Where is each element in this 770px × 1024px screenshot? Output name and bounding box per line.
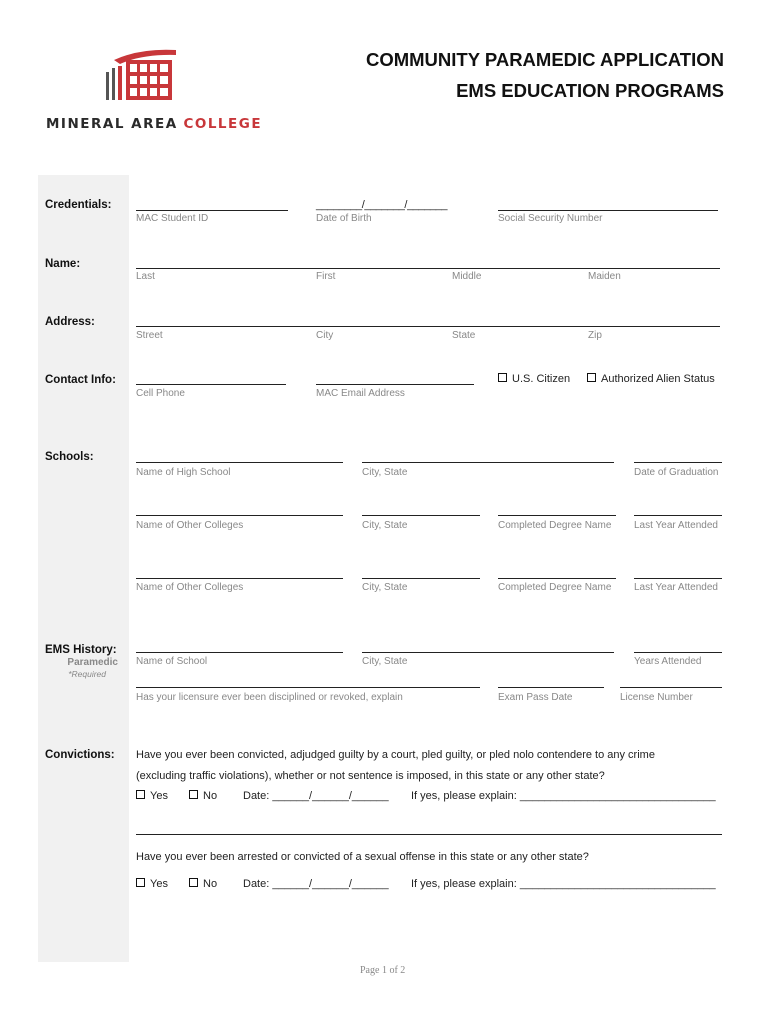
offense-no-checkbox[interactable] — [189, 878, 198, 887]
offense-date-field[interactable]: Date: ______/______/______ — [243, 878, 389, 890]
ems-school-field[interactable] — [136, 652, 343, 653]
other-college-2-degree-field[interactable] — [498, 578, 616, 579]
ssn-field[interactable] — [498, 210, 718, 211]
address-field[interactable] — [136, 326, 720, 327]
license-number-field[interactable] — [620, 687, 722, 688]
label-convictions-text: Convictions: — [45, 749, 115, 761]
college-logo — [44, 46, 263, 136]
first-name-caption: First — [316, 271, 336, 282]
email-caption: MAC Email Address — [316, 388, 405, 399]
other-college-2-field[interactable] — [136, 578, 343, 579]
college-name-secondary: COLLEGE — [183, 116, 263, 132]
us-citizen-option[interactable] — [498, 373, 570, 385]
other-college-2-degree-caption: Completed Degree Name — [498, 582, 612, 593]
cell-phone-caption: Cell Phone — [136, 388, 185, 399]
student-id-field[interactable] — [136, 210, 288, 211]
conviction-explain-line[interactable] — [136, 834, 722, 835]
conviction-question-1b: (excluding traffic violations), whether or not sentence is imposed, in this state or any other state? — [136, 770, 605, 782]
conviction-explain-field[interactable]: If yes, please explain: ________________________________ — [411, 790, 716, 802]
other-college-1-year-caption: Last Year Attended — [634, 520, 718, 531]
exam-date-field[interactable] — [498, 687, 604, 688]
us-citizen-checkbox[interactable] — [498, 373, 507, 382]
name-field[interactable] — [136, 268, 720, 269]
label-contact: Contact Info: — [45, 374, 116, 386]
ems-years-caption: Years Attended — [634, 656, 702, 667]
high-school-city-field[interactable] — [362, 462, 614, 463]
ems-years-field[interactable] — [634, 652, 722, 653]
middle-name-caption: Middle — [452, 271, 482, 282]
conviction-no-option[interactable] — [189, 790, 217, 802]
graduation-date-caption: Date of Graduation — [634, 467, 719, 478]
label-paramedic: Paramedic — [67, 657, 118, 668]
label-ems-history: EMS History: — [45, 644, 117, 656]
conviction-yes-option[interactable] — [136, 790, 168, 802]
other-college-2-caption: Name of Other Colleges — [136, 582, 244, 593]
high-school-city-caption: City, State — [362, 467, 408, 478]
college-name-primary: MINERAL AREA — [46, 116, 178, 132]
offense-no-label: No — [203, 878, 218, 890]
college-name — [46, 116, 262, 132]
zip-caption: Zip — [588, 330, 602, 341]
building-logo-icon — [100, 46, 180, 108]
license-number-caption: License Number — [620, 692, 693, 703]
page-number: Page 1 of 2 — [360, 965, 406, 976]
state-caption: State — [452, 330, 476, 341]
high-school-caption: Name of High School — [136, 467, 231, 478]
alien-status-checkbox[interactable] — [587, 373, 596, 382]
dob-caption: Date of Birth — [316, 213, 372, 224]
discipline-field[interactable] — [136, 687, 480, 688]
offense-no-option[interactable] — [189, 878, 217, 890]
other-college-1-degree-field[interactable] — [498, 515, 616, 516]
ems-city-caption: City, State — [362, 656, 408, 667]
other-college-1-caption: Name of Other Colleges — [136, 520, 244, 531]
other-college-1-degree-caption: Completed Degree Name — [498, 520, 612, 531]
street-caption: Street — [136, 330, 163, 341]
conviction-yes-label: Yes — [150, 790, 168, 802]
offense-yes-option[interactable] — [136, 878, 168, 890]
discipline-caption: Has your licensure ever been disciplined or revoked, explain — [136, 692, 403, 703]
conviction-no-label: No — [203, 790, 218, 802]
ems-city-field[interactable] — [362, 652, 614, 653]
ssn-caption: Social Security Number — [498, 213, 603, 224]
alien-status-label: Authorized Alien Status — [601, 373, 715, 385]
label-name: Name: — [45, 258, 81, 270]
conviction-date-field[interactable]: Date: ______/______/______ — [243, 790, 389, 802]
maiden-name-caption: Maiden — [588, 271, 621, 282]
student-id-caption: MAC Student ID — [136, 213, 209, 224]
conviction-no-checkbox[interactable] — [189, 790, 198, 799]
city-caption: City — [316, 330, 334, 341]
other-college-1-city-caption: City, State — [362, 520, 408, 531]
other-college-2-city-caption: City, State — [362, 582, 408, 593]
cell-phone-field[interactable] — [136, 384, 286, 385]
other-college-2-city-field[interactable] — [362, 578, 480, 579]
other-college-1-field[interactable] — [136, 515, 343, 516]
exam-date-caption: Exam Pass Date — [498, 692, 573, 703]
label-required: *Required — [68, 669, 106, 679]
offense-yes-label: Yes — [150, 878, 168, 890]
label-convictions — [45, 749, 115, 761]
label-schools: Schools: — [45, 451, 94, 463]
offense-explain-field[interactable]: If yes, please explain: ________________________________ — [411, 878, 716, 890]
other-college-2-year-field[interactable] — [634, 578, 722, 579]
last-name-caption: Last — [136, 271, 155, 282]
label-credentials: Credentials: — [45, 199, 112, 211]
conviction-yes-checkbox[interactable] — [136, 790, 145, 799]
graduation-date-field[interactable] — [634, 462, 722, 463]
conviction-question-1a: Have you ever been convicted, adjudged guilty by a court, pled guilty, or pled nolo contendere to any crime — [136, 749, 655, 761]
section-sidebar — [38, 175, 129, 962]
label-address: Address: — [45, 316, 95, 328]
dob-field[interactable]: ________/_______/_______ — [316, 199, 448, 211]
conviction-question-2: Have you ever been arrested or convicted of a sexual offense in this state or any other state? — [136, 851, 589, 863]
alien-status-option[interactable] — [587, 373, 715, 385]
ems-school-caption: Name of School — [136, 656, 208, 667]
other-college-1-year-field[interactable] — [634, 515, 722, 516]
other-college-2-year-caption: Last Year Attended — [634, 582, 718, 593]
high-school-field[interactable] — [136, 462, 343, 463]
page-title: COMMUNITY PARAMEDIC APPLICATION — [365, 49, 724, 70]
email-field[interactable] — [316, 384, 474, 385]
other-college-1-city-field[interactable] — [362, 515, 480, 516]
offense-yes-checkbox[interactable] — [136, 878, 145, 887]
page-subtitle: EMS EDUCATION PROGRAMS — [456, 80, 724, 101]
us-citizen-label: U.S. Citizen — [512, 373, 571, 385]
